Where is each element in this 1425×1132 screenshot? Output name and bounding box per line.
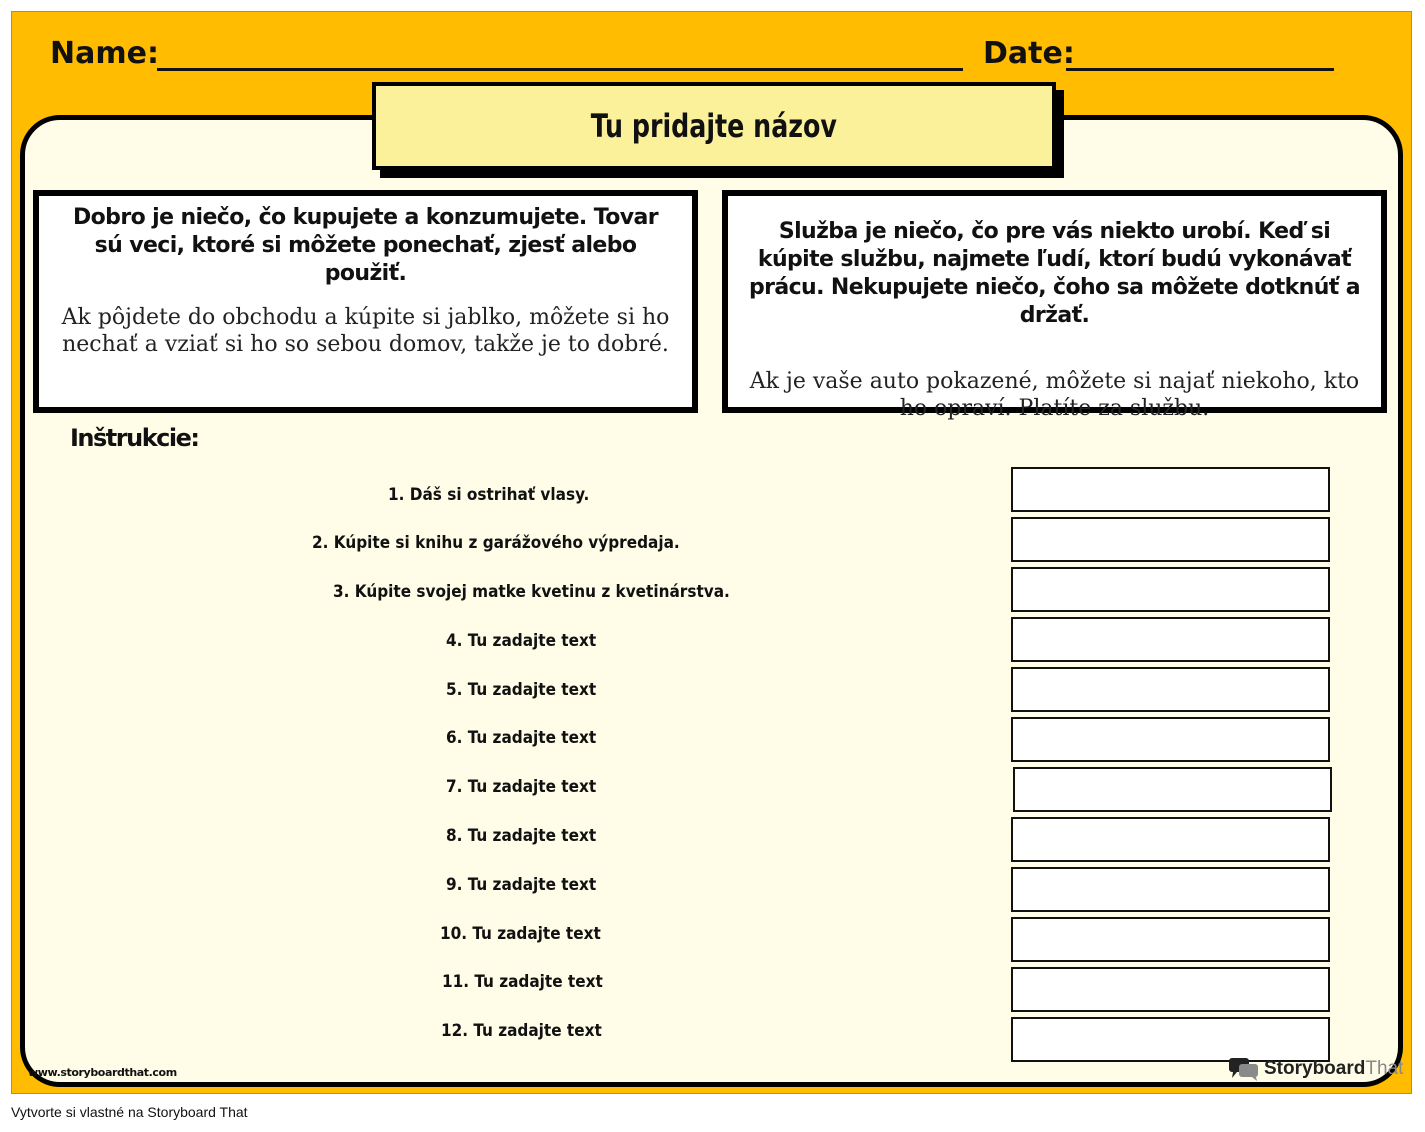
title-box[interactable] [372, 82, 1056, 170]
answer-box-5[interactable] [1011, 667, 1330, 712]
instruction-item-1: 1. Dáš si ostrihať vlasy. [388, 485, 590, 505]
instruction-item-3: 3. Kúpite svojej matke kvetinu z kvetinárstva. [333, 582, 730, 602]
worksheet-frame [11, 11, 1412, 1094]
worksheet-title: Tu pridajte názov [590, 107, 838, 145]
brand-that: That [1365, 1058, 1404, 1079]
instructions-heading: Inštrukcie: [70, 424, 199, 452]
service-term: Služba [778, 219, 858, 244]
answer-box-3[interactable] [1011, 567, 1330, 612]
instruction-item-12: 12. Tu zadajte text [441, 1021, 602, 1041]
answer-box-1[interactable] [1011, 467, 1330, 512]
footer-text: Vytvorte si vlastné na Storyboard That [11, 1104, 248, 1120]
instruction-item-2: 2. Kúpite si knihu z garážového výpredaja. [312, 533, 680, 553]
good-definition-text: je niečo, čo kupujete a konzumujete. Tovar sú veci, ktoré si môžete ponechať, zjesť alebo použiť. [94, 205, 658, 286]
speech-bubbles-icon [1228, 1057, 1260, 1081]
answer-box-4[interactable] [1011, 617, 1330, 662]
instruction-item-11: 11. Tu zadajte text [442, 972, 603, 992]
answer-box-12[interactable] [1011, 1017, 1330, 1062]
watermark-url: www.storyboardthat.com [28, 1066, 177, 1079]
service-definition-text: je niečo, čo pre vás niekto urobí. Keď si kúpite službu, najmete ľudí, ktorí budú vykonávať prácu. Nekupujete niečo, čoho sa môžete dotknúť a držať. [748, 219, 1361, 328]
instruction-item-5: 5. Tu zadajte text [446, 680, 597, 700]
name-label: Name: [50, 36, 159, 71]
instruction-item-7: 7. Tu zadajte text [446, 777, 597, 797]
name-input-line[interactable] [157, 68, 963, 71]
date-input-line[interactable] [1066, 68, 1334, 71]
answer-box-8[interactable] [1011, 817, 1330, 862]
service-example: Ak je vaše auto pokazené, môžete si najať niekoho, kto ho opraví. Platíte za službu. [749, 369, 1360, 421]
answer-box-2[interactable] [1011, 517, 1330, 562]
answer-box-9[interactable] [1011, 867, 1330, 912]
answer-box-11[interactable] [1011, 967, 1330, 1012]
good-example: Ak pôjdete do obchodu a kúpite si jablko, môžete si ho nechať a vziať si ho so sebou domov, takže je to dobré. [61, 305, 670, 357]
answer-box-6[interactable] [1011, 717, 1330, 762]
definition-box-service [722, 190, 1387, 421]
instruction-item-10: 10. Tu zadajte text [440, 924, 601, 944]
instruction-item-6: 6. Tu zadajte text [446, 728, 597, 748]
date-label: Date: [983, 36, 1075, 71]
definition-box-good [33, 190, 698, 413]
instruction-item-9: 9. Tu zadajte text [446, 875, 597, 895]
storyboardthat-logo [1228, 1057, 1403, 1081]
answer-box-7[interactable] [1013, 767, 1332, 812]
answer-box-10[interactable] [1011, 917, 1330, 962]
good-term: Dobro [73, 205, 146, 230]
instruction-item-4: 4. Tu zadajte text [446, 631, 597, 651]
instruction-item-8: 8. Tu zadajte text [446, 826, 597, 846]
good-definition [59, 204, 672, 288]
brand-storyboard: Storyboard [1264, 1058, 1366, 1079]
service-definition [748, 218, 1361, 330]
